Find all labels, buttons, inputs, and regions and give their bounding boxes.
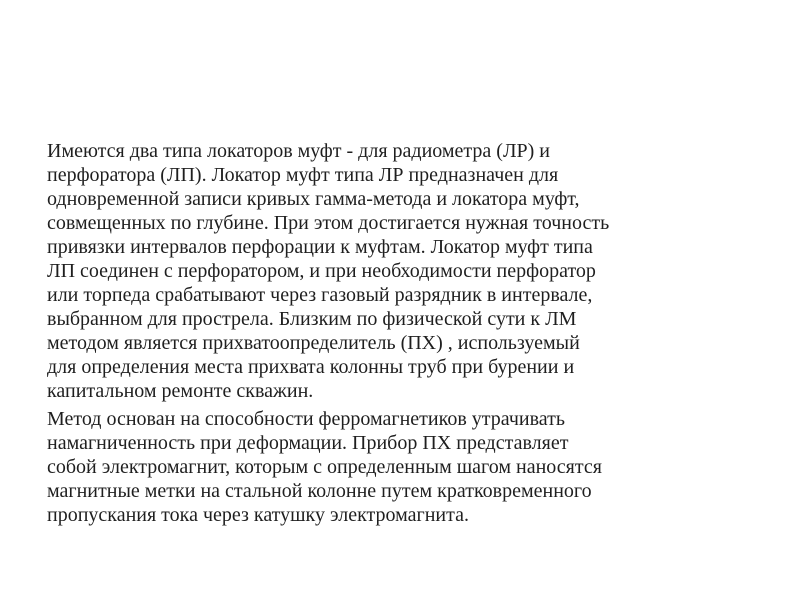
text-line: выбранном для прострела. Близким по физической сути к ЛМ [47, 308, 577, 330]
text-line: Имеются два типа локаторов муфт - для радиометра (ЛР) и [47, 140, 550, 162]
paragraph-2 [47, 407, 767, 527]
text-line: пропускания тока через катушку электромагнита. [47, 504, 469, 526]
text-line: или торпеда срабатывают через газовый разрядник в интервале, [47, 284, 593, 306]
text-line: для определения места прихвата колонны труб при бурении и [47, 356, 575, 378]
text-line: совмещенных по глубине. При этом достигается нужная точность [47, 212, 610, 234]
paragraph-1 [47, 139, 767, 403]
text-line: одновременной записи кривых гамма-метода и локатора муфт, [47, 188, 580, 210]
text-line: намагниченность при деформации. Прибор ПХ представляет [47, 432, 569, 454]
text-line: Метод основан на способности ферромагнетиков утрачивать [47, 408, 565, 430]
text-line: привязки интервалов перфорации к муфтам. Локатор муфт типа [47, 236, 593, 258]
text-line: перфоратора (ЛП). Локатор муфт типа ЛР предназначен для [47, 164, 559, 186]
text-line: собой электромагнит, которым с определенным шагом наносятся [47, 456, 602, 478]
text-line: капитальном ремонте скважин. [47, 380, 314, 402]
text-line: методом является прихватоопределитель (ПХ) , используемый [47, 332, 580, 354]
text-line: ЛП соединен с перфоратором, и при необходимости перфоратор [47, 260, 596, 282]
text-line: магнитные метки на стальной колонне путем кратковременного [47, 480, 592, 502]
text-body [47, 139, 767, 527]
